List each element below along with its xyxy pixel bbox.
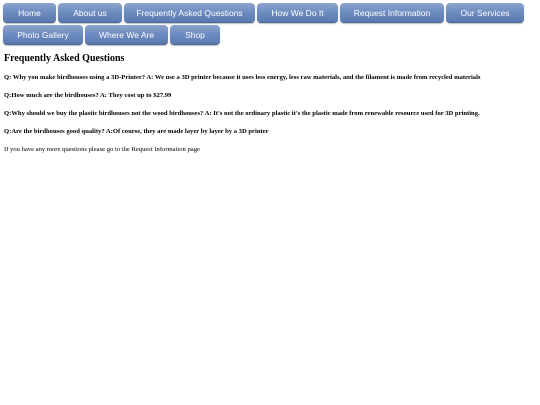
more-questions-text: If you have any more questions please go to the Request Information page xyxy=(4,146,200,153)
nav-photo-gallery-button[interactable]: Photo Gallery xyxy=(3,25,83,45)
faq-item: Q:Why should we buy the plastic birdhouses not the wood birdhouses? A: It's not the ordinary plastic it's the plastic made from renewable resource used for 3D printing. xyxy=(4,110,480,117)
nav-row-1 xyxy=(3,3,537,23)
nav-faq-button[interactable]: Frequently Asked Questions xyxy=(124,3,255,23)
nav-about-us-button[interactable]: About us xyxy=(58,3,122,23)
nav-row-2 xyxy=(3,25,537,45)
page-title: Frequently Asked Questions xyxy=(4,53,125,64)
main-navigation xyxy=(3,3,537,47)
nav-our-services-button[interactable]: Our Services xyxy=(446,3,524,23)
faq-item: Q:Are the birdhouses good quality? A:Of course, they are made layer by layer by a 3D printer xyxy=(4,128,269,135)
nav-how-we-do-it-button[interactable]: How We Do It xyxy=(257,3,338,23)
faq-item: Q:How much are the birdhouses? A: They cost up to $27.99 xyxy=(4,92,172,99)
nav-shop-button[interactable]: Shop xyxy=(170,25,220,45)
nav-request-information-button[interactable]: Request Information xyxy=(340,3,444,23)
main-content xyxy=(4,51,534,154)
faq-item: Q: Why you make birdhouses using a 3D-Printer? A: We use a 3D printer because it uses less energy, less raw materials, and the filament is made from recycled materials xyxy=(4,74,481,81)
nav-home-button[interactable]: Home xyxy=(3,3,56,23)
nav-where-we-are-button[interactable]: Where We Are xyxy=(85,25,168,45)
